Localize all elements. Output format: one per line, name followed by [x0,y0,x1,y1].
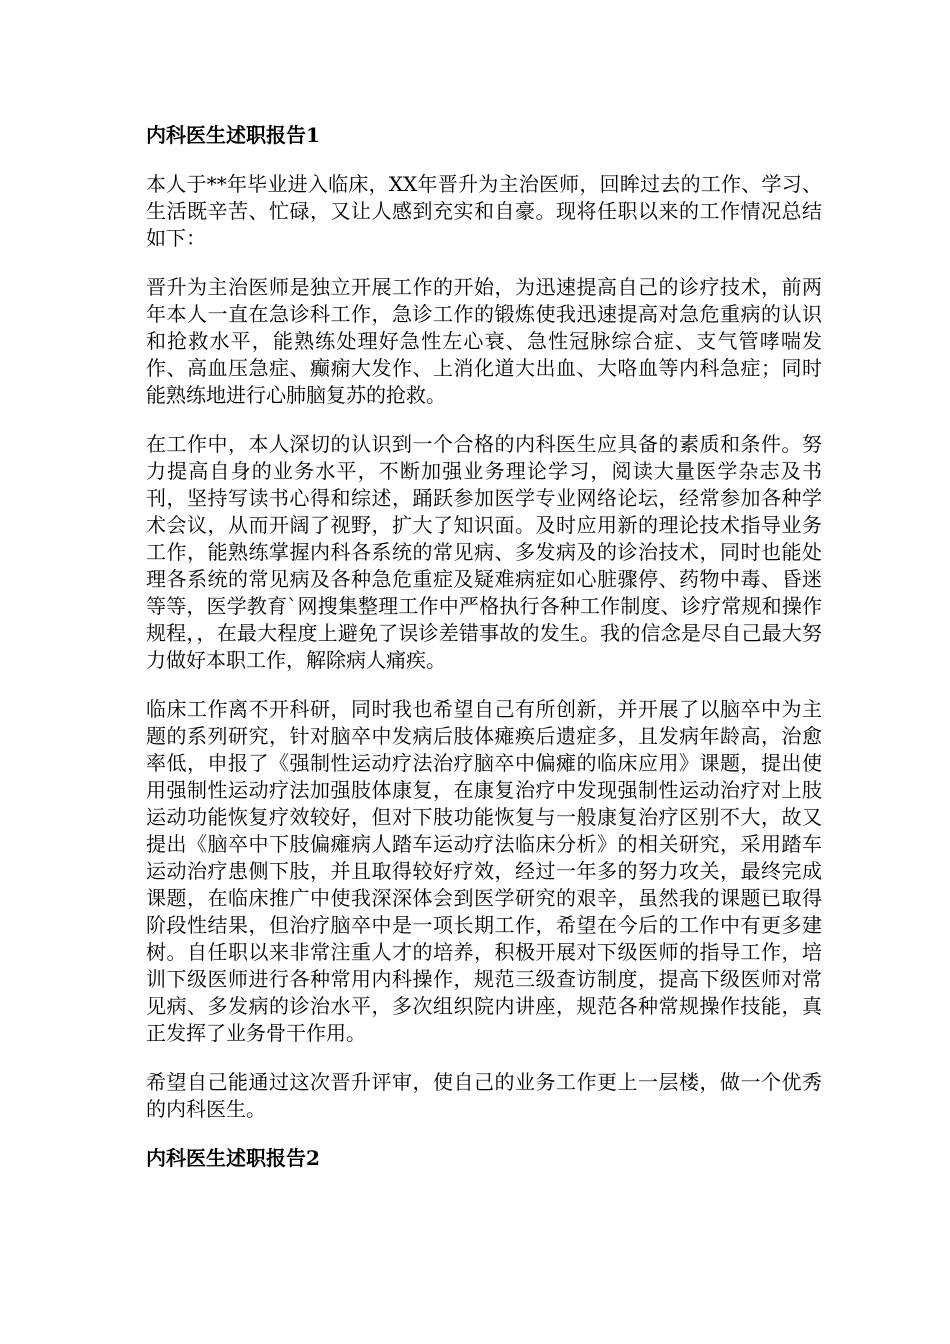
paragraph-emergency-work: 晋升为主治医师是独立开展工作的开始，为迅速提高自己的诊疗技术，前两年本人一直在急诊科工作，急诊工作的锻炼使我迅速提高对急危重病的认识和抢救水平，能熟练处理好急性左心衰、急性冠脉综合症、支气管哮喘发作、高血压急症、癫痫大发作、上消化道大出血、大咯血等内科急症；同时能熟练地进行心肺脑复苏的抢救。 [146,275,822,407]
document-page [146,122,822,1172]
spacer [146,674,822,696]
paragraph-research: 临床工作离不开科研，同时我也希望自己有所创新，并开展了以脑卒中为主题的系列研究，针对脑卒中发病后肢体瘫痪后遗症多，且发病年龄高，治愈率低，申报了《强制性运动疗法治疗脑卒中偏瘫的临床应用》课题，提出使用强制性运动疗法加强肢体康复，在康复治疗中发现强制性运动治疗对上肢运动功能恢复疗效较好，但对下肢功能恢复与一般康复治疗区别不大，故又提出《脑卒中下肢偏瘫病人踏车运动疗法临床分析》的相关研究，采用踏车运动治疗患侧下肢，并且取得较好疗效，经过一年多的努力攻关，最终完成课题，在临床推广中使我深深体会到医学研究的艰辛，虽然我的课题已取得阶段性结果，但治疗脑卒中是一项长期工作，希望在今后的工作中有更多建树。自任职以来非常注重人才的培养，积极开展对下级医师的指导工作，培训下级医师进行各种常用内科操作，规范三级查访制度，提高下级医师对常见病、多发病的诊治水平，多次组织院内讲座，规范各种常规操作技能，真正发挥了业务骨干作用。 [146,697,822,1045]
spacer [146,1047,822,1069]
paragraph-intro: 本人于**年毕业进入临床，XX年晋升为主治医师，回眸过去的工作、学习、生活既辛苦、忙碌，又让人感到充实和自豪。现将任职以来的工作情况总结如下： [146,172,822,250]
report-heading-1: 内科医生述职报告1 [146,123,320,147]
spacer [146,252,822,274]
spacer [146,1123,822,1145]
paragraph-conclusion: 希望自己能通过这次晋升评审，使自己的业务工作更上一层楼，做一个优秀的内科医生。 [146,1070,822,1121]
paragraph-professional-study: 在工作中，本人深切的认识到一个合格的内科医生应具备的素质和条件。努力提高自身的业务水平，不断加强业务理论学习，阅读大量医学杂志及书刊，坚持写读书心得和综述，踊跃参加医学专业网络论坛，经常参加各种学术会议，从而开阔了视野，扩大了知识面。及时应用新的理论技术指导业务工作，能熟练掌握内科各系统的常见病、多发病及的诊治技术，同时也能处理各系统的常见病及各种急危重症及疑难病症如心脏骤停、药物中毒、昏迷等等，医学教育`网搜集整理工作中严格执行各种工作制度、诊疗常规和操作规程，，在最大程度上避免了误诊差错事故的发生。我的信念是尽自己最大努力做好本职工作，解除病人痛疾。 [146,432,822,672]
spacer [146,149,822,171]
report-heading-2: 内科医生述职报告2 [146,1146,320,1170]
spacer [146,409,822,431]
